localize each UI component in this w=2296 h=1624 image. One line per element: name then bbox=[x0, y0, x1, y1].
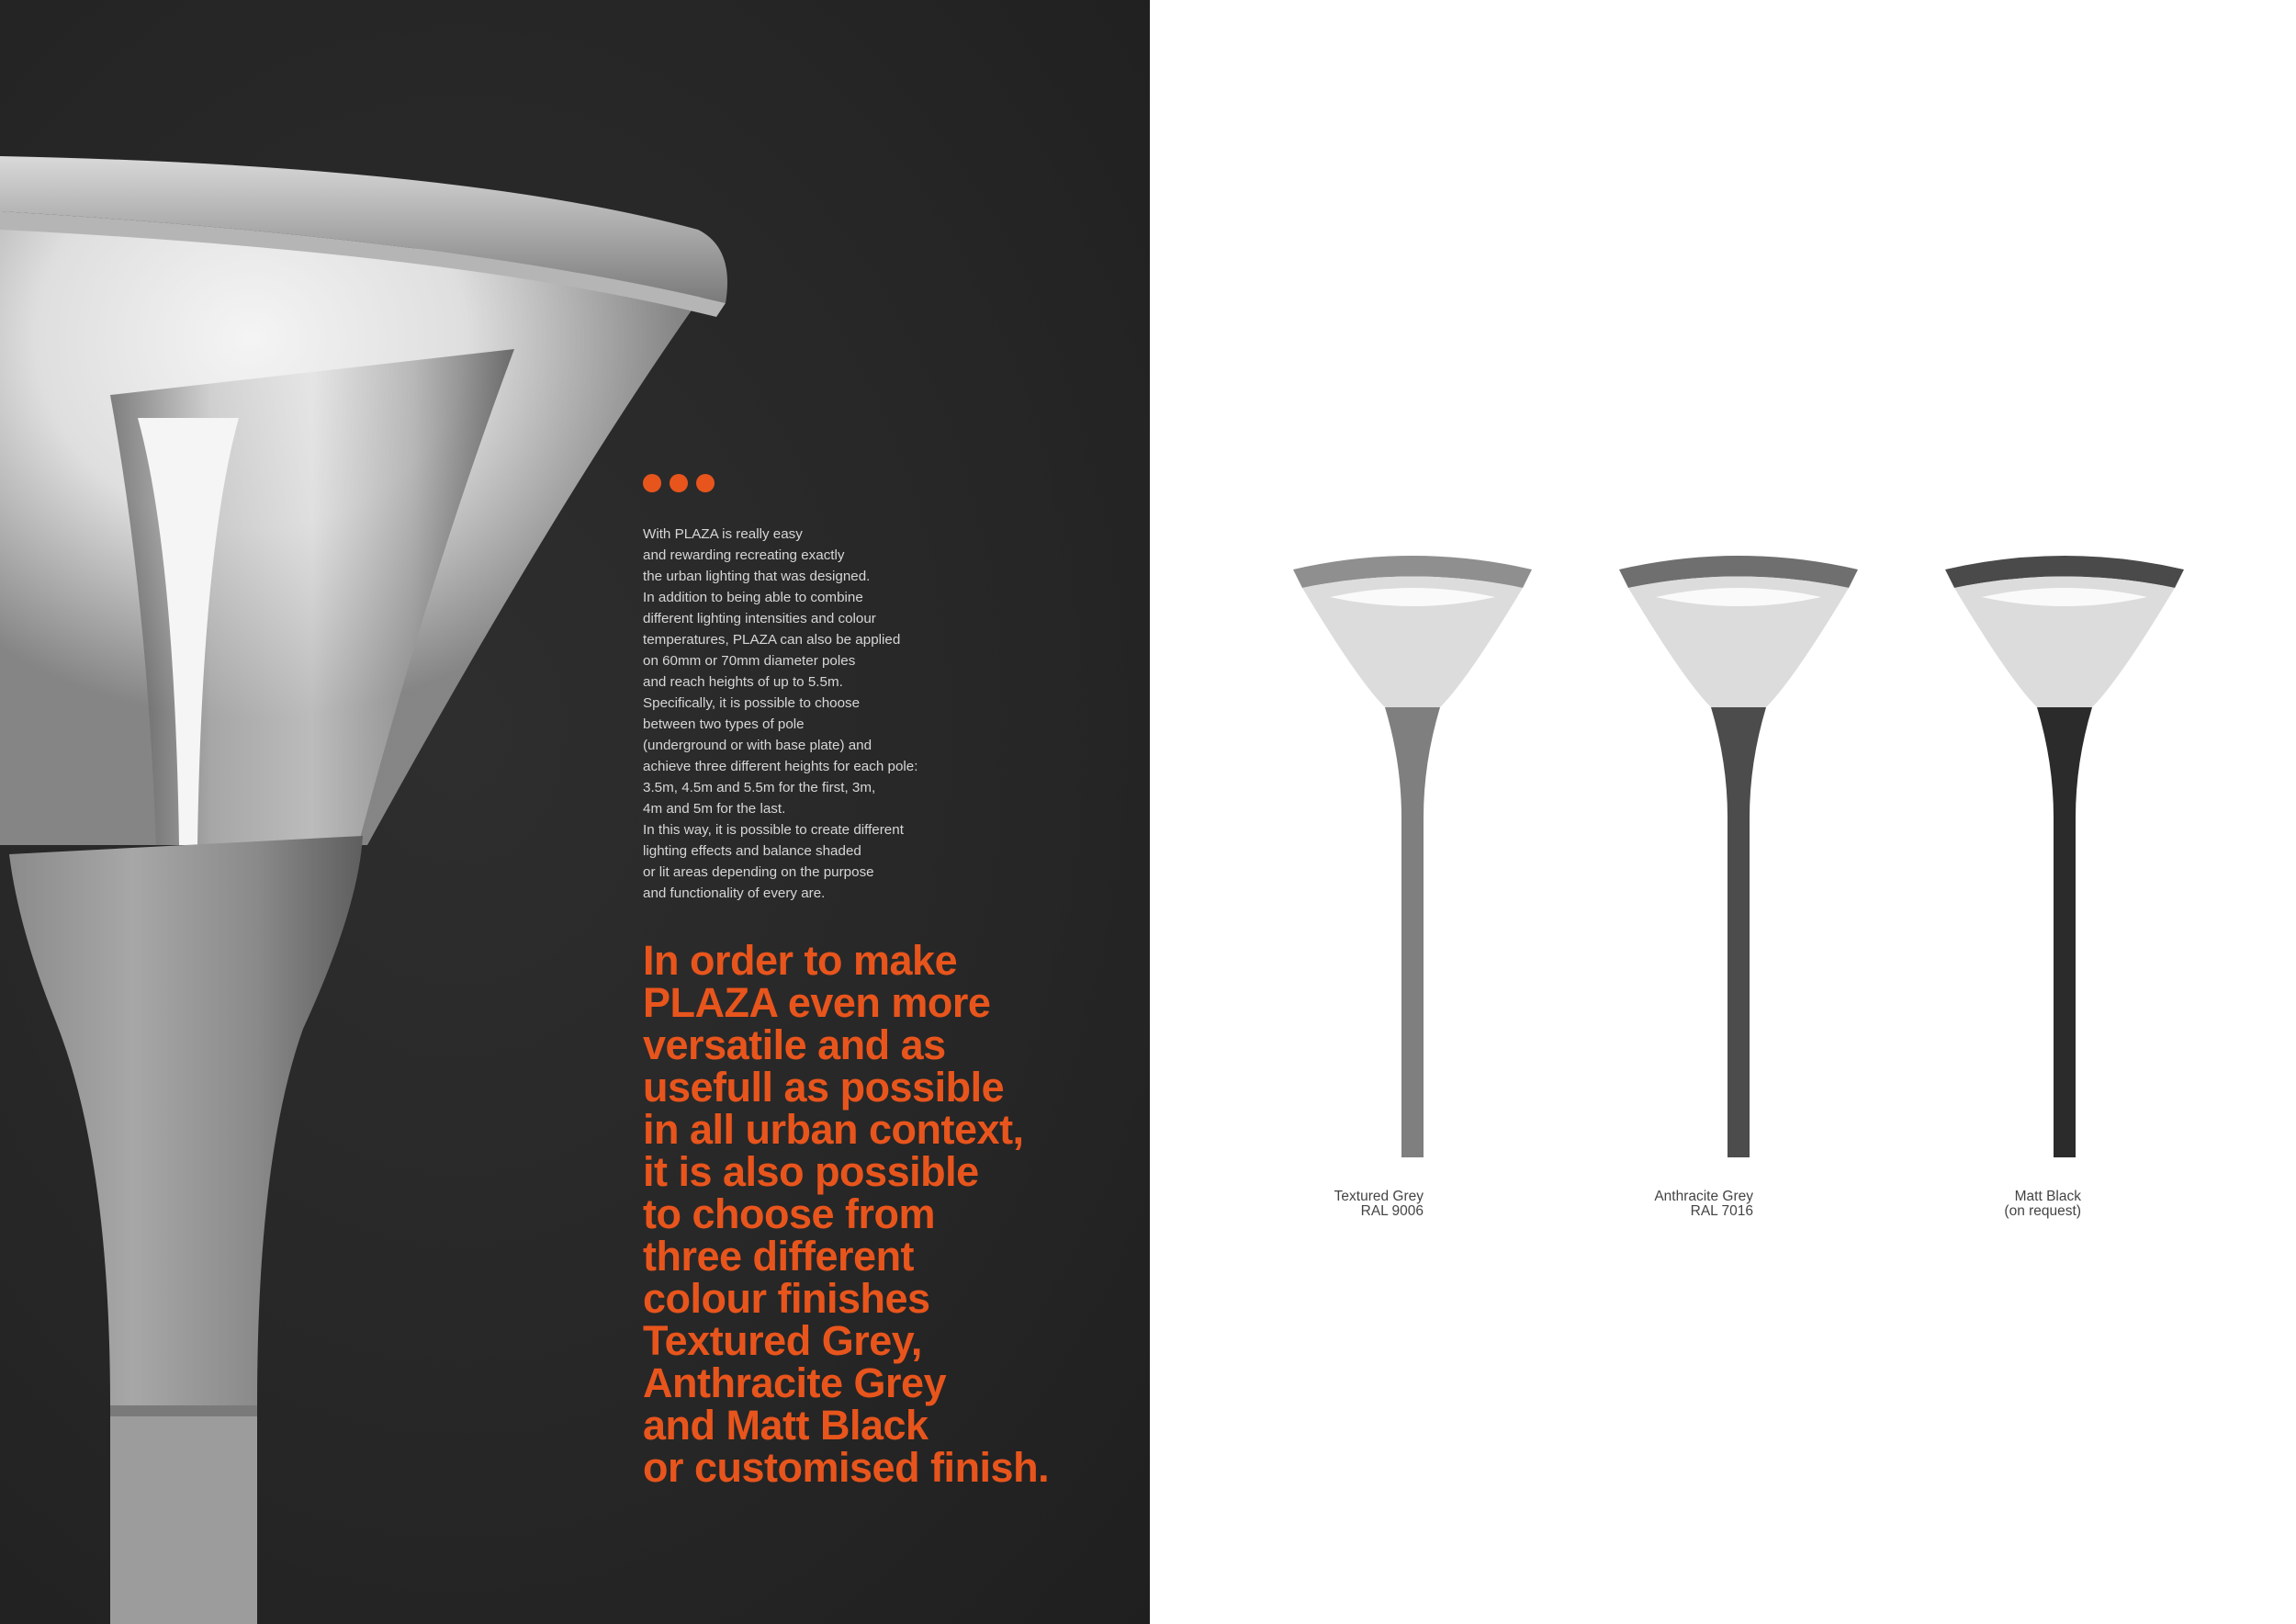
dot-icon bbox=[670, 474, 688, 492]
lamp-illustration bbox=[1601, 542, 1876, 1185]
variant-name: Anthracite Grey bbox=[1654, 1189, 1753, 1204]
variant-code: (on request) bbox=[2004, 1203, 2081, 1219]
lamp-variant-matt-black bbox=[1927, 542, 2202, 1185]
lamp-illustration bbox=[1275, 542, 1550, 1185]
variant-label bbox=[1570, 1190, 1753, 1219]
variant-name: Textured Grey bbox=[1334, 1189, 1424, 1204]
variant-code: RAL 7016 bbox=[1690, 1203, 1753, 1219]
lamp-variant-anthracite-grey bbox=[1601, 542, 1876, 1185]
intro-paragraph: With PLAZA is really easy and rewarding recreating exactly the urban lighting that was designed. In addition to being able to combine different lighting intensities and colour temperatures, PLAZA can also be applied on 60mm or 70mm diameter poles and reach heights of up to 5.5m. Specifically, it is possible to choose between two types of pole (underground or with base plate) and achieve three different heights for each pole: 3.5m, 4.5m and 5.5m for the first, 3m, 4m and 5m for the last. In this way, it is possible to create different lighting effects and balance shaded or lit areas depending on the purpose and functionality of every are. bbox=[643, 526, 918, 901]
feature-headline: In order to make PLAZA even more versatile and as usefull as possible in all urban context, it is also possible to choose from three different colour finishes Textured Grey, Anthracite Grey and Matt Black or customised finish. bbox=[643, 937, 1050, 1491]
lamp-illustration bbox=[1927, 542, 2202, 1185]
dot-icon bbox=[643, 474, 661, 492]
dot-icon bbox=[696, 474, 715, 492]
variant-name: Matt Black bbox=[2014, 1189, 2081, 1204]
decorative-dots bbox=[643, 474, 715, 492]
variant-code: RAL 9006 bbox=[1360, 1203, 1424, 1219]
variant-label bbox=[1240, 1190, 1424, 1219]
variant-label bbox=[1897, 1190, 2081, 1219]
lamp-variant-textured-grey bbox=[1275, 542, 1550, 1185]
